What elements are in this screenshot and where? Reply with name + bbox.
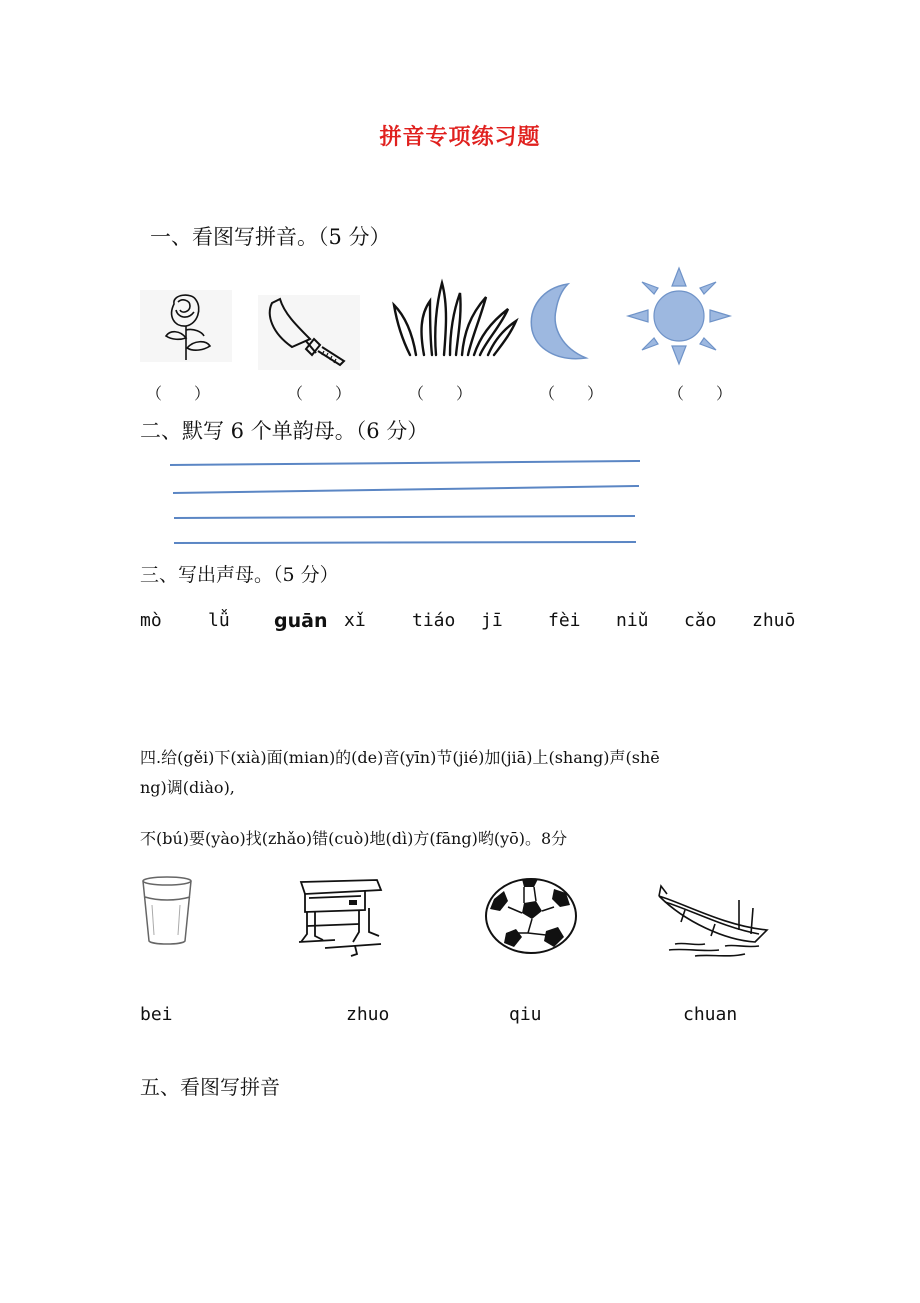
syllable: fèi (548, 610, 581, 631)
syllable: xǐ (344, 610, 366, 631)
writing-lines[interactable] (165, 455, 645, 550)
writing-line (173, 486, 639, 493)
section3-heading: 三、写出声母。（5 分） (140, 564, 339, 586)
pinyin-word: zhuo (346, 1004, 390, 1025)
answer-blank[interactable]: （ ） (668, 384, 733, 403)
answer-blank[interactable]: （ ） (408, 384, 473, 403)
section4-instruction-line2: ng)调(diào), (140, 778, 235, 797)
answer-blank[interactable]: （ ） (539, 384, 604, 403)
section1-heading: 一、看图写拼音。（5 分） (150, 225, 391, 249)
section2-heading: 二、默写 6 个单韵母。（6 分） (140, 419, 429, 443)
section4-instruction-line1: 四.给(gěi)下(xià)面(mian)的(de)音(yīn)节(jié)加(jiā)上(shang)声(shē (140, 748, 660, 767)
syllable: mò (140, 610, 162, 631)
desk-icon (295, 876, 387, 958)
answer-blank[interactable]: （ ） (287, 384, 352, 403)
syllable: guān (274, 610, 328, 632)
writing-line (174, 542, 636, 543)
glass-icon (140, 875, 195, 947)
sun-icon (624, 266, 734, 366)
syllable: cǎo (684, 610, 717, 631)
syllable: lǚ (208, 610, 230, 631)
syllable: niǔ (616, 610, 649, 631)
pinyin-word: bei (140, 1004, 173, 1025)
soccer-ball-icon (484, 877, 578, 955)
syllable: tiáo (412, 610, 456, 631)
answer-blank[interactable]: （ ） (146, 384, 211, 403)
writing-line (174, 516, 635, 518)
pinyin-word: qiu (509, 1004, 542, 1025)
knife-icon (258, 295, 360, 370)
section5-heading: 五、看图写拼音 (140, 1075, 280, 1099)
boat-icon (655, 880, 773, 960)
section4-instruction-line3: 不(bú)要(yào)找(zhǎo)错(cuò)地(dì)方(fāng)哟(yō)。8分 (140, 829, 568, 848)
writing-line (170, 461, 640, 465)
syllable: zhuō (752, 610, 796, 631)
pinyin-word: chuan (683, 1004, 738, 1025)
grass-icon (390, 275, 520, 360)
rose-icon (140, 290, 232, 362)
moon-icon (528, 282, 590, 362)
page-title: 拼音专项练习题 (379, 124, 541, 150)
syllable: jī (481, 610, 503, 631)
